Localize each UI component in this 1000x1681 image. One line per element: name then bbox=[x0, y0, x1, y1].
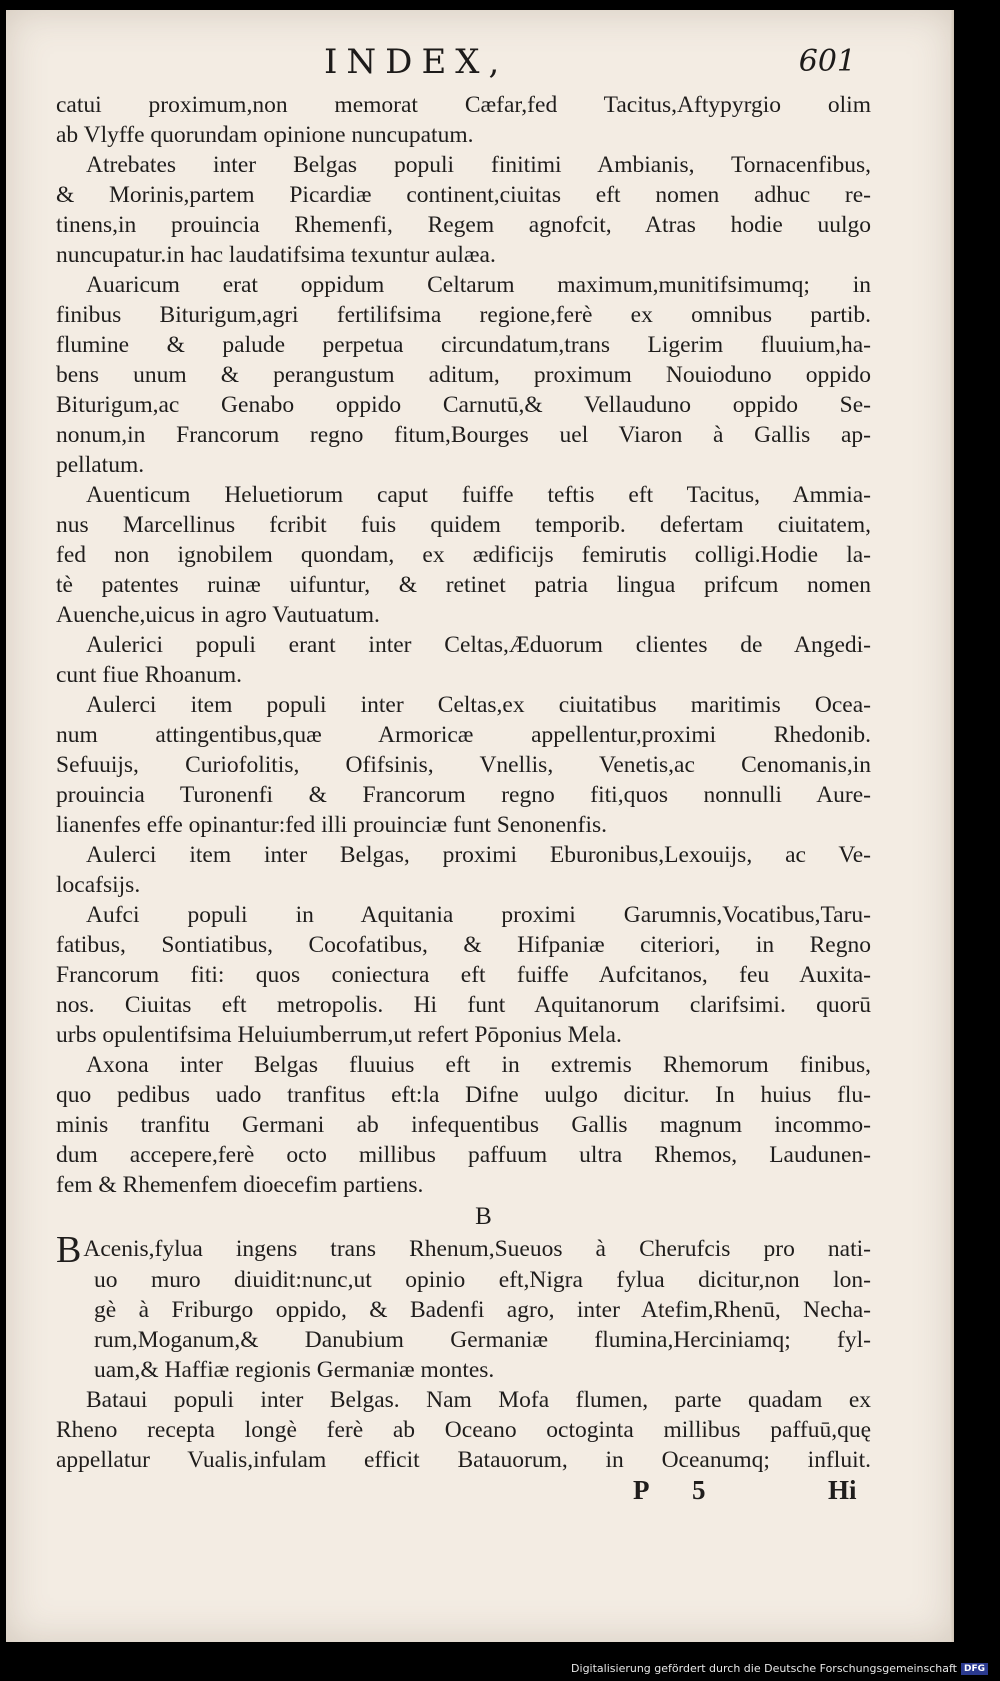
text-line: tinens,in prouincia Rhemenfi, Regem agnofcit, Atras hodie uulgo bbox=[56, 212, 871, 238]
running-title: INDEX, bbox=[324, 42, 509, 82]
text-line: lianenfes effe opinantur:fed illi prouinciæ funt Senonenfis. bbox=[56, 812, 608, 838]
text-line: Rheno recepta longè ferè ab Oceano octoginta millibus paffuū,quę bbox=[56, 1417, 871, 1443]
text-line: Biturigum,ac Genabo oppido Carnutū,& Vellauduno oppido Se- bbox=[56, 392, 871, 418]
section-letter: B bbox=[475, 1203, 492, 1230]
text-line: nuncupatur.in hac laudatifsima texuntur aulæa. bbox=[56, 242, 496, 268]
text-line: appellatur Vualis,infulam efficit Batauorum, in Oceanumq; influit. bbox=[56, 1447, 871, 1473]
text-line: fatibus, Sontiatibus, Cocofatibus, & Hifpaniæ citeriori, in Regno bbox=[56, 932, 871, 958]
text-line: Atrebates inter Belgas populi finitimi Ambianis, Tornacenfibus, bbox=[86, 152, 871, 178]
text-line: locafsijs. bbox=[56, 872, 141, 898]
text-line: num attingentibus,quæ Armoricæ appellentur,proximi Rhedonib. bbox=[56, 722, 871, 748]
catchword: Hi bbox=[828, 1475, 857, 1505]
text-line: flumine & palude perpetua circundatum,trans Ligerim fluuium,ha- bbox=[56, 332, 871, 358]
text-line: gè à Friburgo oppido, & Badenfi agro, inter Atefim,Rhenū, Necha- bbox=[94, 1297, 871, 1323]
digitization-credit bbox=[571, 1662, 988, 1675]
text-line: fem & Rhemenfem dioecefim partiens. bbox=[56, 1172, 424, 1198]
text-line: catui proximum,non memorat Cæfar,fed Tacitus,Aftypyrgio olim bbox=[56, 92, 871, 118]
text-line-content: Acenis,fylua ingens trans Rhenum,Sueuos à Cherufcis pro nati- bbox=[83, 1236, 871, 1262]
text-line: Aulerci item inter Belgas, proximi Eburonibus,Lexouijs, ac Ve- bbox=[86, 842, 871, 868]
text-line: prouincia Turonenfi & Francorum regno fiti,quos nonnulli Aure- bbox=[56, 782, 871, 808]
text-line: finibus Biturigum,agri fertilifsima regione,ferè ex omnibus partib. bbox=[56, 302, 871, 328]
text-line: nus Marcellinus fcribit fuis quidem temporib. defertam ciuitatem, bbox=[56, 512, 871, 538]
credit-text: Digitalisierung gefördert durch die Deutsche Forschungsgemeinschaft bbox=[571, 1662, 957, 1675]
text-line: & Morinis,partem Picardiæ continent,ciuitas eft nomen adhuc re- bbox=[56, 182, 871, 208]
text-line: rum,Moganum,& Danubium Germaniæ flumina,Herciniamq; fyl- bbox=[94, 1327, 871, 1353]
text-line: pellatum. bbox=[56, 452, 145, 478]
text-line: cunt fiue Rhoanum. bbox=[56, 662, 243, 688]
dfg-logo: DFG bbox=[961, 1663, 988, 1675]
signature-line bbox=[6, 1475, 954, 1509]
text-line: quo pedibus uado tranfitus eft:la Difne uulgo dicitur. In huius flu- bbox=[56, 1082, 871, 1108]
text-line: minis tranfitu Germani ab infequentibus Gallis magnum incommo- bbox=[56, 1112, 871, 1138]
text-line: Aulerci item populi inter Celtas,ex ciuitatibus maritimis Ocea- bbox=[86, 692, 871, 718]
text-line: bens unum & perangustum aditum, proximum Nouioduno oppido bbox=[56, 362, 871, 388]
text-line: Aulerici populi erant inter Celtas,Æduorum clientes de Angedi- bbox=[86, 632, 871, 658]
text-line: tè patentes ruinæ uifuntur, & retinet patria lingua prifcum nomen bbox=[56, 572, 871, 598]
text-line: Axona inter Belgas fluuius eft in extremis Rhemorum finibus, bbox=[86, 1052, 871, 1078]
text-line: urbs opulentifsima Heluiumberrum,ut refert Pōponius Mela. bbox=[56, 1022, 622, 1048]
text-line: dum accepere,ferè octo millibus paffuum ultra Rhemos, Laudunen- bbox=[56, 1142, 871, 1168]
text-line: Sefuuijs, Curiofolitis, Ofifsinis, Vnellis, Venetis,ac Cenomanis,in bbox=[56, 752, 871, 778]
text-line bbox=[56, 1229, 871, 1271]
page-number: 601 bbox=[798, 44, 856, 79]
text-line: uo muro diuidit:nunc,ut opinio eft,Nigra fylua dicitur,non lon- bbox=[94, 1267, 871, 1293]
text-line: fed non ignobilem quondam, ex ædificijs femirutis colligi.Hodie la- bbox=[56, 542, 871, 568]
index-text bbox=[56, 90, 871, 1475]
text-line: Auenche,uicus in agro Vautuatum. bbox=[56, 602, 380, 628]
text-line: uam,& Haffiæ regionis Germaniæ montes. bbox=[94, 1357, 495, 1383]
text-line: Auaricum erat oppidum Celtarum maximum,munitifsimumq; in bbox=[86, 272, 871, 298]
running-head bbox=[6, 40, 954, 80]
page-edge bbox=[950, 10, 954, 1642]
text-line: nos. Ciuitas eft metropolis. Hi funt Aquitanorum clarifsimi. quorū bbox=[56, 992, 871, 1018]
book-page bbox=[6, 10, 954, 1642]
text-line: Aufci populi in Aquitania proximi Garumnis,Vocatibus,Taru- bbox=[86, 902, 871, 928]
text-line: nonum,in Francorum regno fitum,Bourges uel Viaron à Gallis ap- bbox=[56, 422, 871, 448]
text-line: ab Vlyffe quorundam opinione nuncupatum. bbox=[56, 122, 474, 148]
text-line: Auenticum Heluetiorum caput fuiffe teftis eft Tacitus, Ammia- bbox=[86, 482, 871, 508]
signature-number: 5 bbox=[692, 1475, 706, 1505]
signature-mark: P bbox=[633, 1475, 650, 1505]
initial-letter: B bbox=[56, 1229, 82, 1271]
text-line: Francorum fiti: quos coniectura eft fuiffe Aufcitanos, feu Auxita- bbox=[56, 962, 871, 988]
text-line: Bataui populi inter Belgas. Nam Mofa flumen, parte quadam ex bbox=[86, 1387, 871, 1413]
